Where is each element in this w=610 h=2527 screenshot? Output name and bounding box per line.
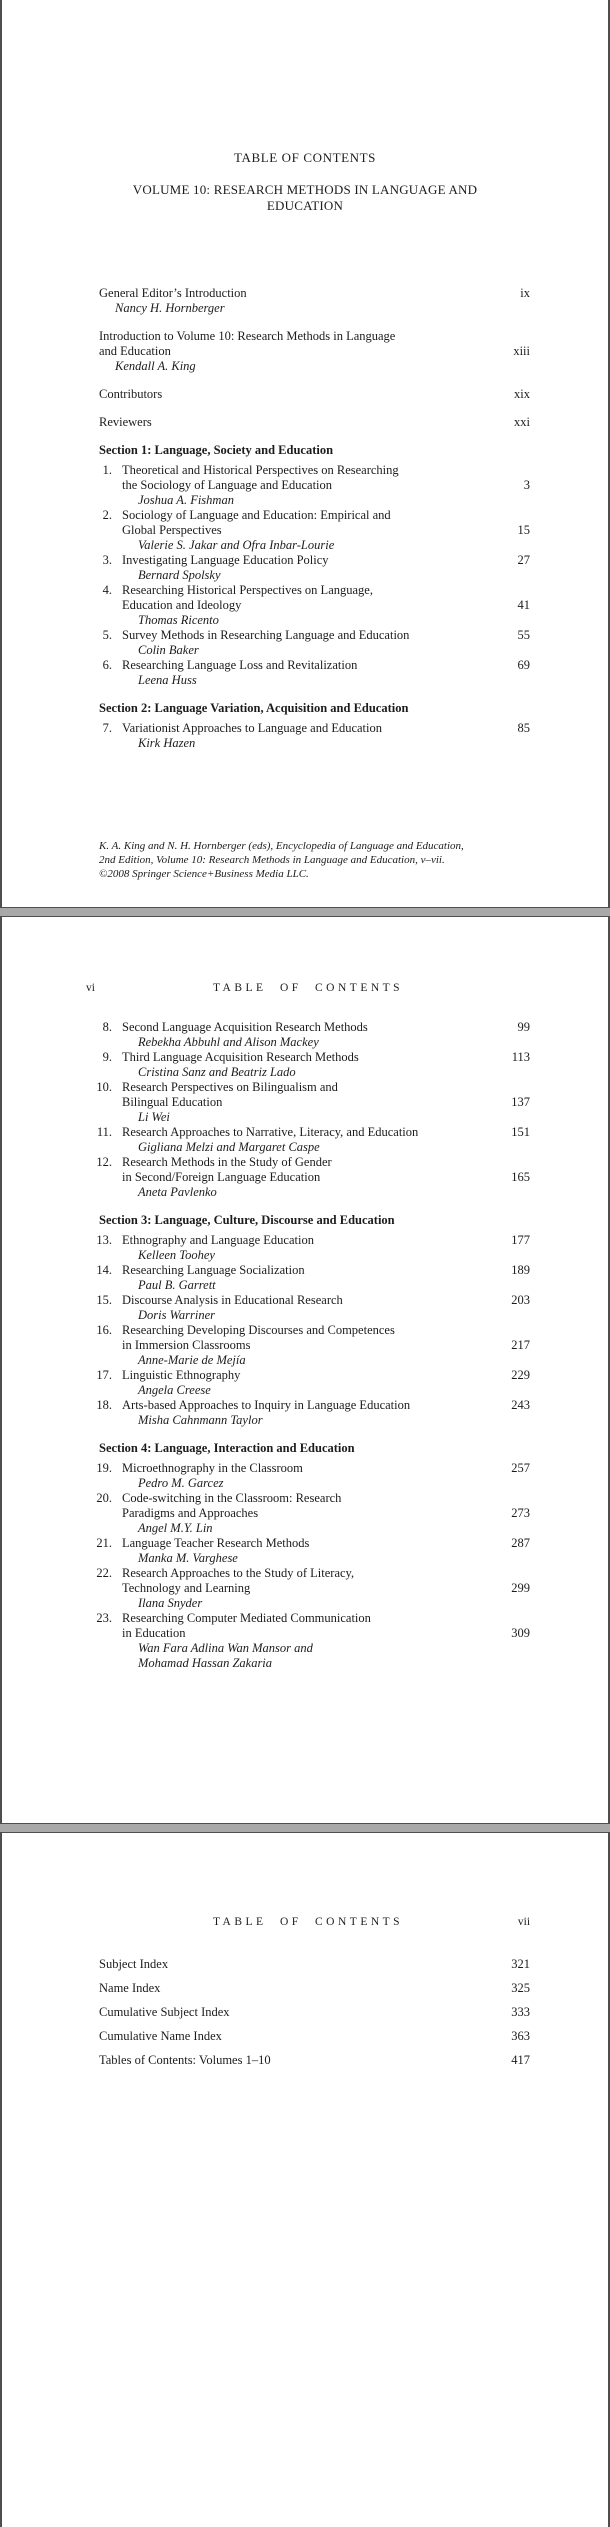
entry-title: Language Teacher Research Methods xyxy=(122,1536,310,1550)
chapter-number: 14. xyxy=(96,1263,112,1277)
page-gap xyxy=(0,1824,610,1832)
page-number: 273 xyxy=(511,1506,530,1520)
page-number: 99 xyxy=(517,1020,530,1034)
toc-entry xyxy=(96,1368,530,1398)
page-number: 217 xyxy=(511,1338,530,1352)
running-head xyxy=(2,1833,608,1929)
toc-entry xyxy=(96,1080,530,1125)
running-head xyxy=(2,917,608,995)
page-number: 257 xyxy=(511,1461,530,1475)
title-line: Research Methods in the Study of Gender xyxy=(122,1155,332,1169)
toc-entry xyxy=(96,1233,530,1263)
entry-author: Misha Cahnmann Taylor xyxy=(138,1413,263,1427)
page-number: 333 xyxy=(511,2005,530,2019)
title-line: Global Perspectives xyxy=(122,523,222,537)
page-number: xix xyxy=(514,387,530,401)
entry-title: Research Approaches to Narrative, Literacy, and Education xyxy=(122,1125,419,1139)
toc-entry xyxy=(96,1566,530,1611)
entry-author: Aneta Pavlenko xyxy=(138,1185,217,1199)
page-number: 85 xyxy=(517,721,530,735)
chapter-number: 4. xyxy=(102,583,112,597)
toc-entry xyxy=(96,1155,530,1200)
entry-author: Angel M.Y. Lin xyxy=(138,1521,213,1535)
toc-entry xyxy=(99,2053,530,2068)
toc-entry xyxy=(99,553,530,583)
entry-title: Subject Index xyxy=(99,1957,169,1971)
toc-entry xyxy=(96,1323,530,1368)
chapter-number: 17. xyxy=(96,1368,112,1382)
toc-entry xyxy=(96,1125,530,1155)
entry-title xyxy=(122,583,494,613)
toc-body-page-3 xyxy=(2,1957,608,2068)
entry-author: Valerie S. Jakar and Ofra Inbar-Lourie xyxy=(138,538,335,552)
entry-title xyxy=(122,1155,494,1185)
entry-title: Ethnography and Language Education xyxy=(122,1233,314,1247)
chapter-number: 22. xyxy=(96,1566,112,1580)
page-number: 363 xyxy=(511,2029,530,2043)
entry-title: General Editor’s Introduction xyxy=(99,286,247,300)
running-head-title: TABLE OF CONTENTS xyxy=(212,982,404,994)
toc-entry xyxy=(99,1981,530,1996)
volume-title: VOLUME 10: RESEARCH METHODS IN LANGUAGE AND EDUCATION xyxy=(132,182,478,213)
chapter-number: 23. xyxy=(96,1611,112,1625)
chapter-number: 12. xyxy=(96,1155,112,1169)
entry-title: Cumulative Subject Index xyxy=(99,2005,230,2019)
page-gap xyxy=(0,908,610,916)
title-line: Introduction to Volume 10: Research Methods in Language xyxy=(99,329,396,343)
page-number: 417 xyxy=(511,2053,530,2067)
entry-author: Kendall A. King xyxy=(115,359,196,373)
toc-page-1 xyxy=(0,0,610,908)
chapter-number: 10. xyxy=(96,1080,112,1094)
toc-entry xyxy=(99,329,530,374)
chapter-number: 5. xyxy=(102,628,112,642)
toc-entry xyxy=(99,1050,530,1080)
toc-entry xyxy=(96,1398,530,1428)
entry-author: Colin Baker xyxy=(138,643,199,657)
entry-author: Angela Creese xyxy=(138,1383,211,1397)
entry-author: Paul B. Garrett xyxy=(138,1278,216,1292)
page-number: 27 xyxy=(517,553,530,567)
running-head-title: TABLE OF CONTENTS xyxy=(212,1916,404,1928)
entry-title xyxy=(99,329,494,359)
entry-title xyxy=(122,1323,494,1353)
title-line: Technology and Learning xyxy=(122,1581,251,1595)
title-line: Sociology of Language and Education: Empirical and xyxy=(122,508,391,522)
toc-entry xyxy=(96,1293,530,1323)
toc-page-2 xyxy=(0,916,610,1824)
toc-entry xyxy=(99,286,530,316)
page-number: 299 xyxy=(511,1581,530,1595)
title-line: in Education xyxy=(122,1626,186,1640)
entry-author: Manka M. Varghese xyxy=(138,1551,238,1565)
entry-author: Ilana Snyder xyxy=(138,1596,203,1610)
entry-title: Name Index xyxy=(99,1981,161,1995)
entry-title: Discourse Analysis in Educational Research xyxy=(122,1293,343,1307)
entry-title: Microethnography in the Classroom xyxy=(122,1461,303,1475)
entry-title: Cumulative Name Index xyxy=(99,2029,222,2043)
entry-author: Cristina Sanz and Beatriz Lado xyxy=(138,1065,296,1079)
entry-title: Linguistic Ethnography xyxy=(122,1368,241,1382)
toc-entry xyxy=(96,1536,530,1566)
toc-body-page-1 xyxy=(2,286,608,751)
toc-entry xyxy=(99,415,530,430)
entry-author: Li Wei xyxy=(138,1110,170,1124)
title-line: Code-switching in the Classroom: Research xyxy=(122,1491,342,1505)
title-line: Research Approaches to the Study of Literacy, xyxy=(122,1566,355,1580)
title-line: Bilingual Education xyxy=(122,1095,223,1109)
page-number: ix xyxy=(520,286,530,300)
title-line: in Second/Foreign Language Education xyxy=(122,1170,321,1184)
entry-author: Thomas Ricento xyxy=(138,613,219,627)
entry-author: Joshua A. Fishman xyxy=(138,493,234,507)
page-number: 177 xyxy=(511,1233,530,1247)
entry-title xyxy=(122,508,494,538)
page-number: 325 xyxy=(511,1981,530,1995)
page-number: 55 xyxy=(517,628,530,642)
toc-entry xyxy=(99,2029,530,2044)
chapter-number: 11. xyxy=(96,1125,112,1139)
citation-line: K. A. King and N. H. Hornberger (eds), Encyclopedia of Language and Education, xyxy=(99,840,464,852)
entry-title: Third Language Acquisition Research Methods xyxy=(122,1050,359,1064)
toc-entry xyxy=(96,1461,530,1491)
page-number: 243 xyxy=(511,1398,530,1412)
entry-title xyxy=(122,1080,494,1110)
folio-right: vii xyxy=(517,1916,531,1928)
entry-author: Kirk Hazen xyxy=(138,736,196,750)
page-number: 203 xyxy=(511,1293,530,1307)
entry-title xyxy=(122,463,494,493)
section-heading: Section 2: Language Variation, Acquisition and Education xyxy=(99,701,409,715)
entry-author: Pedro M. Garcez xyxy=(138,1476,224,1490)
toc-entry xyxy=(99,721,530,751)
entry-title xyxy=(122,1491,494,1521)
page-number: 137 xyxy=(511,1095,530,1109)
title-line: Education and Ideology xyxy=(122,598,242,612)
chapter-number: 16. xyxy=(96,1323,112,1337)
title-line: Researching Developing Discourses and Competences xyxy=(122,1323,395,1337)
title-line: Paradigms and Approaches xyxy=(122,1506,259,1520)
entry-author xyxy=(122,1641,530,1671)
entry-title: Researching Language Loss and Revitalization xyxy=(122,658,358,672)
entry-title: Investigating Language Education Policy xyxy=(122,553,329,567)
section-heading: Section 3: Language, Culture, Discourse and Education xyxy=(99,1213,395,1227)
chapter-number: 6. xyxy=(102,658,112,672)
entry-author: Bernard Spolsky xyxy=(138,568,221,582)
entry-author: Kelleen Toohey xyxy=(138,1248,215,1262)
chapter-number: 18. xyxy=(96,1398,112,1412)
author-line: Mohamad Hassan Zakaria xyxy=(138,1656,273,1670)
title-line: the Sociology of Language and Education xyxy=(122,478,333,492)
citation-line: 2nd Edition, Volume 10: Research Methods in Language and Education, v–vii. xyxy=(99,854,445,866)
page-number: 229 xyxy=(511,1368,530,1382)
entry-title: Variationist Approaches to Language and Education xyxy=(122,721,382,735)
page-number: 3 xyxy=(523,478,530,492)
toc-page-3 xyxy=(0,1832,610,2527)
entry-author: Gigliana Melzi and Margaret Caspe xyxy=(138,1140,320,1154)
page-number: xxi xyxy=(514,415,530,429)
toc-entry xyxy=(96,1611,530,1671)
chapter-number: 7. xyxy=(102,721,112,735)
page-number: xiii xyxy=(513,344,530,358)
toc-entry xyxy=(99,387,530,402)
toc-title: TABLE OF CONTENTS xyxy=(233,150,377,165)
section-heading: Section 1: Language, Society and Education xyxy=(99,443,334,457)
entry-author: Leena Huss xyxy=(138,673,197,687)
entry-title xyxy=(122,1566,494,1596)
page-number: 165 xyxy=(511,1170,530,1184)
author-line: Wan Fara Adlina Wan Mansor and xyxy=(138,1641,313,1655)
chapter-number: 21. xyxy=(96,1536,112,1550)
page-number: 15 xyxy=(517,523,530,537)
copyright-line: ©2008 Springer Science+Business Media LLC. xyxy=(99,868,309,880)
toc-body-page-2 xyxy=(2,1020,608,1671)
title-line: Research Perspectives on Bilingualism and xyxy=(122,1080,338,1094)
chapter-number: 2. xyxy=(102,508,112,522)
toc-entry xyxy=(99,658,530,688)
chapter-number: 9. xyxy=(102,1050,112,1064)
toc-entry xyxy=(99,2005,530,2020)
chapter-number: 1. xyxy=(102,463,112,477)
toc-entry xyxy=(99,628,530,658)
toc-entry xyxy=(96,1491,530,1536)
toc-entry xyxy=(99,463,530,508)
title-line: in Immersion Classrooms xyxy=(122,1338,251,1352)
chapter-number: 3. xyxy=(102,553,112,567)
chapter-number: 20. xyxy=(96,1491,112,1505)
chapter-number: 15. xyxy=(96,1293,112,1307)
entry-title: Contributors xyxy=(99,387,163,401)
entry-title: Researching Language Socialization xyxy=(122,1263,305,1277)
toc-entry xyxy=(99,508,530,553)
entry-title: Survey Methods in Researching Language and Education xyxy=(122,628,410,642)
page-number: 113 xyxy=(511,1050,530,1064)
title-line: Theoretical and Historical Perspectives on Researching xyxy=(122,463,399,477)
title-line: and Education xyxy=(99,344,171,358)
page-heading-block xyxy=(2,0,608,214)
entry-author: Nancy H. Hornberger xyxy=(115,301,225,315)
folio-left: vi xyxy=(86,982,95,994)
entry-title: Second Language Acquisition Research Methods xyxy=(122,1020,368,1034)
title-line: Researching Historical Perspectives on Language, xyxy=(122,583,373,597)
page-number: 321 xyxy=(511,1957,530,1971)
entry-author: Doris Warriner xyxy=(138,1308,215,1322)
entry-author: Rebekha Abbuhl and Alison Mackey xyxy=(138,1035,319,1049)
entry-title: Arts-based Approaches to Inquiry in Language Education xyxy=(122,1398,411,1412)
entry-title xyxy=(122,1611,494,1641)
toc-entry xyxy=(99,1957,530,1972)
chapter-number: 13. xyxy=(96,1233,112,1247)
page-number: 309 xyxy=(511,1626,530,1640)
toc-entry xyxy=(99,583,530,628)
page-number: 41 xyxy=(517,598,530,612)
citation-footer xyxy=(99,839,538,881)
chapter-number: 8. xyxy=(102,1020,112,1034)
page-number: 69 xyxy=(517,658,530,672)
entry-title: Tables of Contents: Volumes 1–10 xyxy=(99,2053,271,2067)
page-number: 189 xyxy=(511,1263,530,1277)
entry-author: Anne-Marie de Mejía xyxy=(138,1353,246,1367)
page-number: 287 xyxy=(511,1536,530,1550)
section-heading: Section 4: Language, Interaction and Education xyxy=(99,1441,355,1455)
chapter-number: 19. xyxy=(96,1461,112,1475)
toc-entry xyxy=(96,1263,530,1293)
toc-entry xyxy=(99,1020,530,1050)
page-number: 151 xyxy=(511,1125,530,1139)
entry-title: Reviewers xyxy=(99,415,152,429)
title-line: Researching Computer Mediated Communication xyxy=(122,1611,371,1625)
